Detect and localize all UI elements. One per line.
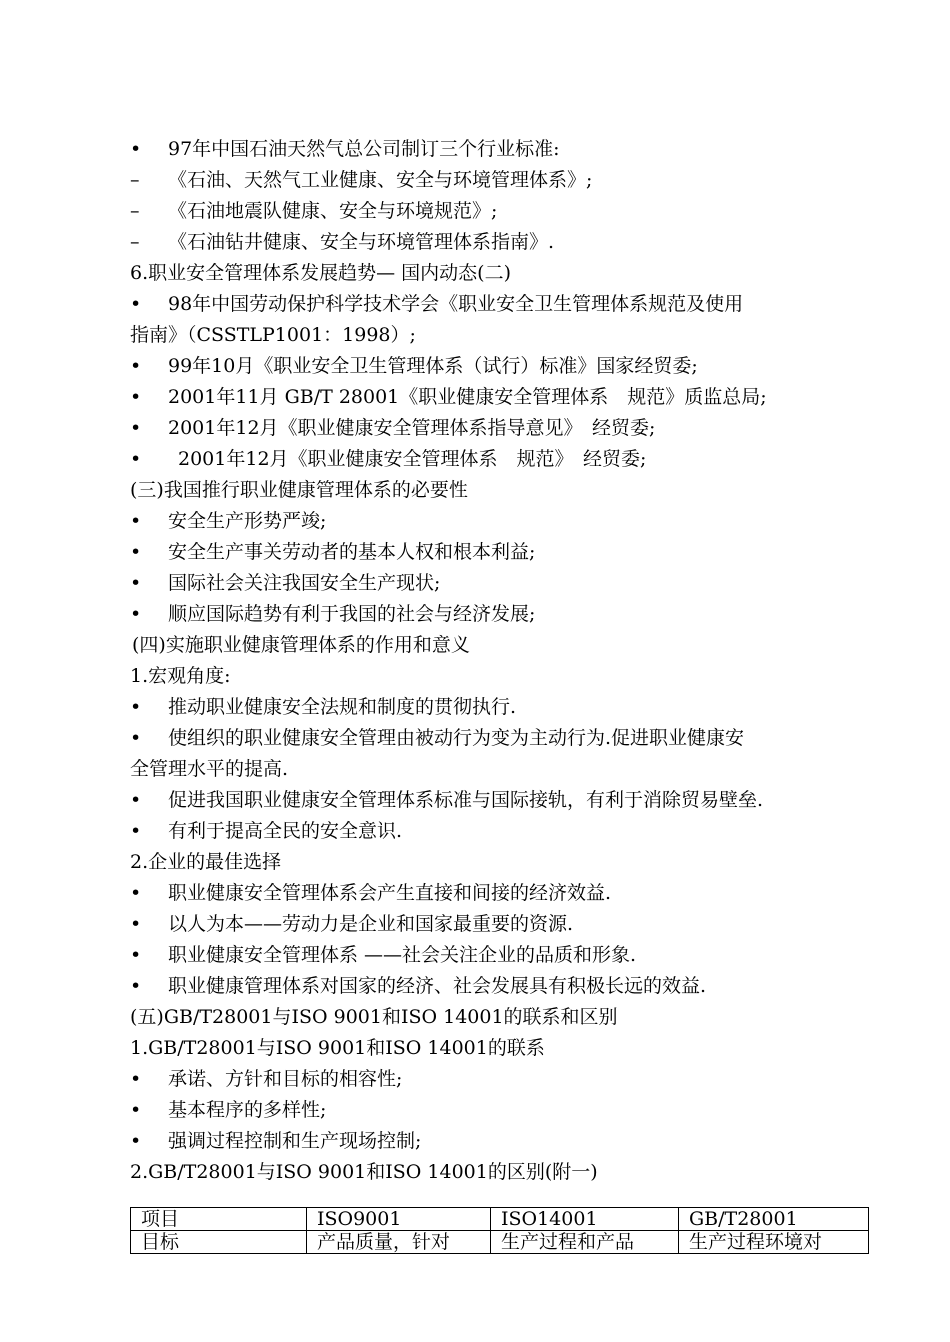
- heading-text: (四)实施职业健康管理体系的作用和意义: [132, 634, 470, 656]
- table-header-cell: ISO9001: [307, 1208, 491, 1231]
- bullet-text: 促进我国职业健康安全管理体系标准与国际接轨，有利于消除贸易壁垒.: [168, 789, 764, 811]
- bullet-text: 以人为本——劳动力是企业和国家最重要的资源.: [168, 913, 574, 935]
- bullet-text: 使组织的职业健康安全管理由被动行为变为主动行为.促进职业健康安: [168, 727, 745, 749]
- bullet-marker: •: [130, 882, 142, 904]
- bullet-text: 2001年12月《职业健康安全管理体系指导意见》 经贸委;: [168, 417, 656, 439]
- bullet-marker: •: [130, 603, 142, 625]
- bullet-marker: •: [130, 510, 142, 532]
- dash-text: 《石油、天然气工业健康、安全与环境管理体系》;: [168, 169, 593, 191]
- table-header-row: [131, 1208, 869, 1231]
- table-header-cell: 项目: [131, 1208, 307, 1231]
- bullet-marker: •: [130, 727, 142, 749]
- bullet-marker: •: [130, 913, 142, 935]
- subheading-text: 2.企业的最佳选择: [130, 851, 282, 873]
- bullet-marker: •: [130, 541, 142, 563]
- heading-text: 6.职业安全管理体系发展趋势— 国内动态(二): [130, 262, 511, 284]
- bullet-marker: •: [130, 975, 142, 997]
- table-cell: 目标: [131, 1231, 307, 1254]
- bullet-marker: •: [130, 944, 142, 966]
- subheading-text: 1.GB/T28001与ISO 9001和ISO 14001的联系: [130, 1037, 545, 1059]
- table-cell: 产品质量，针对: [307, 1231, 491, 1254]
- bullet-marker: •: [130, 355, 142, 377]
- bullet-text: 2001年11月 GB/T 28001《职业健康安全管理体系 规范》质监总局;: [168, 386, 767, 408]
- table-header-cell: GB/T28001: [679, 1208, 869, 1231]
- bullet-text: 承诺、方针和目标的相容性;: [168, 1068, 403, 1090]
- bullet-marker: •: [130, 448, 142, 470]
- heading-text: (三)我国推行职业健康管理体系的必要性: [130, 479, 468, 501]
- dash-text: 《石油地震队健康、安全与环境规范》;: [168, 200, 498, 222]
- continuation-text: 全管理水平的提高.: [130, 758, 289, 780]
- bullet-marker: •: [130, 138, 142, 160]
- dash-marker: –: [130, 169, 140, 191]
- dash-text: 《石油钻井健康、安全与环境管理体系指南》.: [168, 231, 555, 253]
- bullet-text: 安全生产形势严竣;: [168, 510, 327, 532]
- bullet-text: 顺应国际趋势有利于我国的社会与经济发展;: [168, 603, 536, 625]
- bullet-marker: •: [130, 572, 142, 594]
- bullet-text: 职业健康管理体系对国家的经济、社会发展具有积极长远的效益.: [168, 975, 707, 997]
- bullet-text: 98年中国劳动保护科学技术学会《职业安全卫生管理体系规范及使用: [168, 293, 744, 315]
- bullet-marker: •: [130, 1068, 142, 1090]
- continuation-text: 指南》（CSSTLP1001：1998）;: [130, 324, 416, 346]
- table-header-cell: ISO14001: [491, 1208, 679, 1231]
- bullet-text: 有利于提高全民的安全意识.: [168, 820, 403, 842]
- bullet-text: 基本程序的多样性;: [168, 1099, 327, 1121]
- bullet-marker: •: [130, 696, 142, 718]
- bullet-marker: •: [130, 386, 142, 408]
- bullet-text: 推动职业健康安全法规和制度的贯彻执行.: [168, 696, 517, 718]
- bullet-marker: •: [130, 820, 142, 842]
- table-cell: 生产过程和产品: [491, 1231, 679, 1254]
- table-row: [131, 1231, 869, 1254]
- bullet-marker: •: [130, 293, 142, 315]
- heading-text: (五)GB/T28001与ISO 9001和ISO 14001的联系和区别: [130, 1006, 618, 1028]
- bullet-text: 99年10月《职业安全卫生管理体系（试行）标准》国家经贸委;: [168, 355, 698, 377]
- bullet-marker: •: [130, 1099, 142, 1121]
- bullet-text: 职业健康安全管理体系 ——社会关注企业的品质和形象.: [168, 944, 637, 966]
- bullet-text: 2001年12月《职业健康安全管理体系 规范》 经贸委;: [178, 448, 647, 470]
- table-cell: 生产过程环境对: [679, 1231, 869, 1254]
- subheading-text: 1.宏观角度:: [130, 665, 231, 687]
- bullet-text: 强调过程控制和生产现场控制;: [168, 1130, 422, 1152]
- bullet-marker: •: [130, 789, 142, 811]
- dash-marker: –: [130, 231, 140, 253]
- dash-marker: –: [130, 200, 140, 222]
- bullet-text: 97年中国石油天然气总公司制订三个行业标准:: [168, 138, 560, 160]
- bullet-marker: •: [130, 1130, 142, 1152]
- comparison-table: [130, 1207, 869, 1254]
- bullet-text: 安全生产事关劳动者的基本人权和根本利益;: [168, 541, 536, 563]
- bullet-marker: •: [130, 417, 142, 439]
- bullet-text: 国际社会关注我国安全生产现状;: [168, 572, 441, 594]
- subheading-text: 2.GB/T28001与ISO 9001和ISO 14001的区别(附一): [130, 1161, 598, 1183]
- bullet-text: 职业健康安全管理体系会产生直接和间接的经济效益.: [168, 882, 612, 904]
